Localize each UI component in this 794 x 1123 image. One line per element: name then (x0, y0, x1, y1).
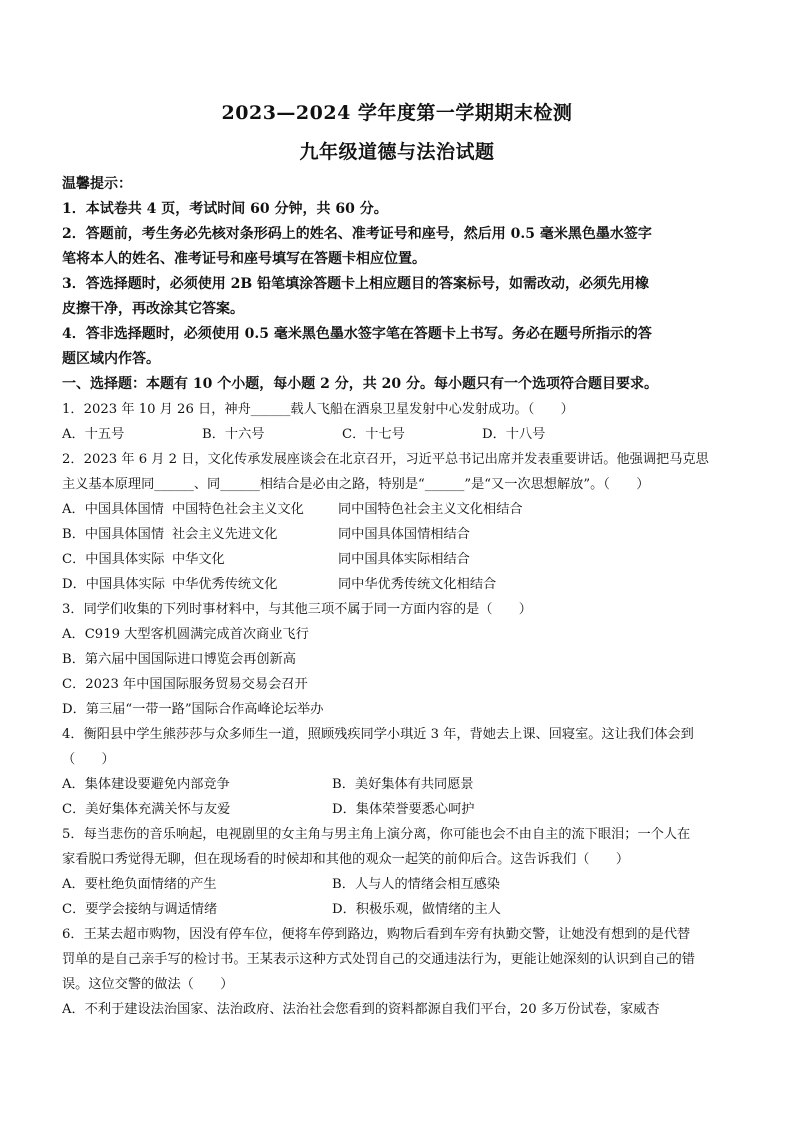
tip-line: 题区域内作答。 (62, 351, 160, 367)
question-stem: 罚单的是自己亲手写的检讨书。王某表示这种方式处罚自己的交通违法行为，更能让她深刻的认识到自己的错 (62, 952, 695, 967)
question-options (62, 772, 734, 797)
tip-line: 3．答选择题时，必须使用 2B 铅笔填涂答题卡上相应题目的答案标号，如需改动，必须先用橡 (62, 276, 650, 292)
option-part: 同中国特色社会主义文化相结合 (338, 502, 523, 517)
option-part: C．中国具体实际 (62, 552, 165, 567)
question-stem: 6．王某去超市购物，因没有停车位，便将车停到路边，购物后看到车旁有执勤交警，让她没有想到的是代替 (62, 927, 691, 942)
option-part: D．中国具体实际 (62, 577, 165, 592)
tips-heading: 温馨提示： (62, 176, 132, 192)
option-c: C．美好集体充满关怀与友爱 (62, 802, 231, 817)
option-d: D．十八号 (482, 427, 546, 442)
tip-line: 2．答题前，考生务必先核对条形码上的姓名、准考证号和座号，然后用 0.5 毫米黑色墨水签字 (62, 226, 652, 242)
option-part: A．中国具体国情 (62, 502, 164, 517)
option-part: B．中国具体国情 (62, 527, 165, 542)
question-stem: 2．2023 年 6 月 2 日，文化传承发展座谈会在北京召开，习近平总书记出席并发表重要讲话。他强调把马克思 (62, 452, 709, 467)
option-part: 同中华优秀传统文化相结合 (338, 577, 497, 592)
option-b: B．美好集体有共同愿景 (332, 777, 474, 792)
question-stem: 家看脱口秀觉得无聊，但在现场看的时候却和其他的观众一起笑的前仰后合。这告诉我们（ ） (62, 852, 630, 867)
option-b: B．十六号 (202, 427, 265, 442)
question-stem: 5．每当悲伤的音乐响起，电视剧里的女主角与男主角上演分离，你可能也会不由自主的流下眼泪；一个人在 (62, 827, 691, 842)
option-a: A．要杜绝负面情绪的产生 (62, 877, 217, 892)
option-part: 中华优秀传统文化 (172, 577, 278, 592)
question-options (62, 872, 734, 897)
option-a: A．集体建设要避免内部竞争 (62, 777, 230, 792)
exam-title: 2023—2024 学年度第一学期期末检测 (221, 102, 573, 124)
option-part: 同中国具体实际相结合 (338, 552, 470, 567)
tip-line: 笔将本人的姓名、准考证号和座号填写在答题卡相应位置。 (62, 251, 426, 267)
question-stem: 主义基本原理同______、同______相结合是必由之路，特别是“______”是“又一次思想解放”。（ ） (62, 477, 650, 492)
option-d: D．集体荣誉要悉心呵护 (332, 802, 475, 817)
question-stem: 误。这位交警的做法（ ） (62, 977, 234, 992)
option-c: C．十七号 (342, 427, 405, 442)
option-a (62, 497, 734, 522)
option-b: B．人与人的情绪会相互感染 (332, 877, 500, 892)
tip-line: 1．本试卷共 4 页，考试时间 60 分钟，共 60 分。 (62, 201, 388, 217)
question-stem: 3．同学们收集的下列时事材料中，与其他三项不属于同一方面内容的是（ ） (62, 602, 532, 617)
option-part: 中华文化 (172, 552, 225, 567)
option-c: C．要学会接纳与调适情绪 (62, 902, 218, 917)
question-stem: （ ） (62, 752, 115, 767)
section-heading: 一、选择题：本题有 10 个小题，每小题 2 分，共 20 分。每小题只有一个选项符合题目要求。 (62, 376, 658, 392)
option-d: D．积极乐观，做情绪的主人 (332, 902, 501, 917)
option-b (62, 522, 734, 547)
option-part: 同中国具体国情相结合 (338, 527, 470, 542)
tips-block (62, 172, 734, 1022)
option-part: 社会主义先进文化 (172, 527, 278, 542)
question-stem: 1．2023 年 10 月 26 日，神舟______载人飞船在酒泉卫星发射中心发射成功。（ ） (62, 402, 574, 417)
tip-line: 皮擦干净，再改涂其它答案。 (62, 301, 244, 317)
option-c (62, 547, 734, 572)
tip-line: 4．答非选择题时，必须使用 0.5 毫米黑色墨水签字笔在答题卡上书写。务必在题号所指示的答 (62, 326, 652, 342)
question-options (62, 797, 734, 822)
question-stem: 4．衡阳县中学生熊莎莎与众多师生一道，照顾残疾同学小琪近 3 年，背她去上课、回寝室。这让我们体会到 (62, 727, 694, 742)
option-c: C．2023 年中国国际服务贸易交易会召开 (62, 677, 308, 692)
option-a: A．十五号 (62, 427, 125, 442)
question-options (62, 422, 734, 447)
exam-subtitle: 九年级道德与法治试题 (299, 141, 495, 163)
option-b: B．第六届中国国际进口博览会再创新高 (62, 652, 296, 667)
option-part: 中国特色社会主义文化 (172, 502, 304, 517)
question-options (62, 897, 734, 922)
option-d: D．第三届“一带一路”国际合作高峰论坛举办 (62, 702, 324, 717)
option-a: A．不利于建设法治国家、法治政府、法治社会您看到的资料都源自我们平台，20 多万份试卷，家威杏 (62, 1002, 660, 1017)
option-a: A．C919 大型客机圆满完成首次商业飞行 (62, 627, 309, 642)
option-d (62, 572, 734, 597)
